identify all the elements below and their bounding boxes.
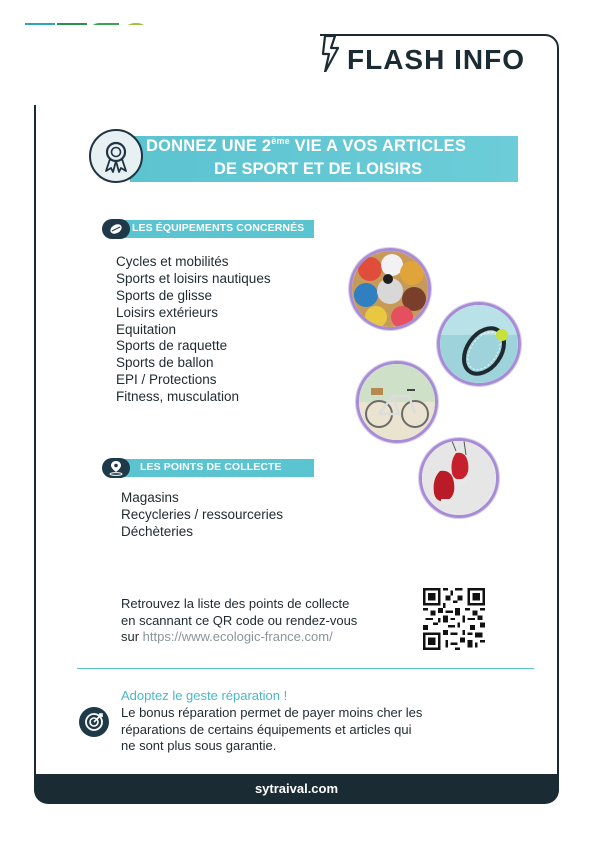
equipement-item: Sports et loisirs nautiques	[116, 271, 271, 286]
section-divider	[77, 668, 534, 669]
headline-line2: DE SPORT ET DE LOISIRS	[214, 160, 423, 178]
points-icon-badge	[102, 458, 130, 478]
bicycle-photo	[356, 361, 438, 443]
point-collecte-item: Magasins	[121, 490, 179, 505]
flash-info-title: FLASH INFO	[347, 44, 525, 75]
boxing-gloves-image	[422, 441, 496, 515]
qr-code-icon[interactable]	[423, 588, 485, 650]
equipement-item: Equitation	[116, 322, 177, 337]
point-collecte-item: Recycleries / ressourceries	[121, 507, 284, 522]
headline-line1: DONNEZ UNE 2ème VIE A VOS ARTICLES	[146, 136, 467, 155]
bicycle-image	[359, 364, 435, 440]
ball-icon	[102, 219, 130, 239]
repair-text-line3: ne sont plus sous garantie.	[121, 738, 277, 753]
target-icon	[79, 707, 109, 737]
lightning-bolt-icon	[321, 36, 341, 72]
points-title: LES POINTS DE COLLECTE	[140, 461, 282, 473]
footer-website-link[interactable]: sytraival.com	[254, 781, 339, 796]
location-pin-icon	[102, 458, 130, 478]
equipements-icon-badge	[102, 219, 130, 239]
ecologic-link[interactable]: https://www.ecologic-france.com/	[142, 629, 333, 644]
qr-text-line3: sur https://www.ecologic-france.com/	[121, 629, 333, 644]
point-collecte-item: Déchèteries	[121, 524, 194, 539]
sports-balls-photo	[349, 248, 431, 330]
medal-icon	[91, 131, 141, 181]
equipement-item: EPI / Protections	[116, 372, 217, 387]
tennis-racket-photo	[437, 302, 521, 386]
repair-title: Adoptez le geste réparation !	[121, 688, 288, 703]
equipement-item: Sports de glisse	[116, 288, 213, 303]
equipement-item: Sports de ballon	[116, 355, 214, 370]
card-frame-gap	[20, 25, 320, 105]
medal-badge	[89, 129, 143, 183]
repair-icon-badge	[79, 707, 109, 737]
qr-text-line2: en scannant ce QR code ou rendez-vous	[121, 613, 358, 628]
sports-balls-image	[352, 251, 428, 327]
repair-text-line1: Le bonus réparation permet de payer moins cher les	[121, 705, 423, 720]
equipement-item: Fitness, musculation	[116, 389, 240, 404]
equipements-title: LES ÉQUIPEMENTS CONCERNÉS	[132, 222, 305, 234]
equipement-item: Sports de raquette	[116, 338, 228, 353]
qr-text-line1: Retrouvez la liste des points de collecte	[121, 596, 350, 611]
equipement-item: Loisirs extérieurs	[116, 305, 219, 320]
repair-text-line2: réparations de certains équipements et articles qui	[121, 722, 412, 737]
tennis-racket-image	[440, 305, 518, 383]
equipement-item: Cycles et mobilités	[116, 254, 229, 269]
boxing-gloves-photo	[419, 438, 499, 518]
